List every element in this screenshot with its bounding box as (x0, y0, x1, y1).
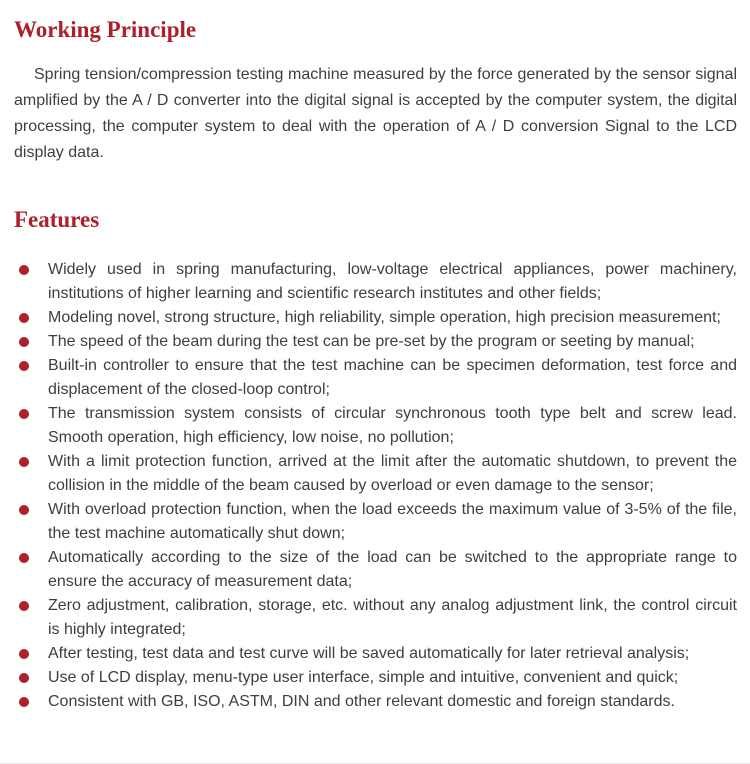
bullet-icon (19, 601, 29, 611)
feature-item (14, 306, 737, 330)
feature-item (14, 330, 737, 354)
feature-item-text: With a limit protection function, arrived at the limit after the automatic shutdown, to prevent the collision in the middle of the beam caused by overload or even damage to the sensor; (48, 453, 737, 494)
bullet-icon (19, 361, 29, 371)
bullet-icon (19, 313, 29, 323)
feature-item (14, 690, 737, 714)
feature-item-text: Automatically according to the size of the load can be switched to the appropriate range to ensure the accuracy of measurement data; (48, 549, 737, 590)
bullet-icon (19, 697, 29, 707)
bullet-icon (19, 673, 29, 683)
feature-item (14, 498, 737, 546)
feature-item (14, 450, 737, 498)
working-principle-paragraph: Spring tension/compression testing machine measured by the force generated by the sensor signal amplified by the A / D converter into the digital signal is accepted by the computer system, the digital processing, the computer system to deal with the operation of A / D conversion Signal to the LCD display data. (14, 66, 737, 161)
features-section (14, 206, 737, 714)
features-list (14, 258, 737, 714)
bullet-icon (19, 265, 29, 275)
feature-item-text: Built-in controller to ensure that the test machine can be specimen deformation, test force and displacement of the closed-loop control; (48, 357, 737, 398)
bullet-icon (19, 553, 29, 563)
feature-item (14, 354, 737, 402)
feature-item-text: Consistent with GB, ISO, ASTM, DIN and other relevant domestic and foreign standards. (48, 693, 675, 710)
feature-item (14, 546, 737, 594)
feature-item (14, 402, 737, 450)
feature-item (14, 666, 737, 690)
feature-item-text: Zero adjustment, calibration, storage, etc. without any analog adjustment link, the control circuit is highly integrated; (48, 597, 737, 638)
feature-item-text: The transmission system consists of circular synchronous tooth type belt and screw lead. Smooth operation, high efficiency, low noise, no pollution; (48, 405, 737, 446)
bullet-icon (19, 649, 29, 659)
working-principle-heading: Working Principle (14, 17, 197, 42)
feature-item (14, 594, 737, 642)
feature-item (14, 642, 737, 666)
feature-item-text: Modeling novel, strong structure, high reliability, simple operation, high precision measurement; (48, 309, 721, 326)
feature-item-text: Widely used in spring manufacturing, low-voltage electrical appliances, power machinery, institutions of higher learning and scientific research institutes and other fields; (48, 261, 737, 302)
feature-item-text: Use of LCD display, menu-type user interface, simple and intuitive, convenient and quick; (48, 669, 679, 686)
bullet-icon (19, 505, 29, 515)
bullet-icon (19, 457, 29, 467)
bullet-icon (19, 409, 29, 419)
bullet-icon (19, 337, 29, 347)
feature-item-text: The speed of the beam during the test can be pre-set by the program or seeting by manual; (48, 333, 695, 350)
features-heading: Features (14, 207, 100, 232)
working-principle-section (14, 0, 737, 166)
feature-item-text: With overload protection function, when the load exceeds the maximum value of 3-5% of the file, the test machine automatically shut down; (48, 501, 737, 542)
feature-item-text: After testing, test data and test curve will be saved automatically for later retrieval analysis; (48, 645, 690, 662)
feature-item (14, 258, 737, 306)
